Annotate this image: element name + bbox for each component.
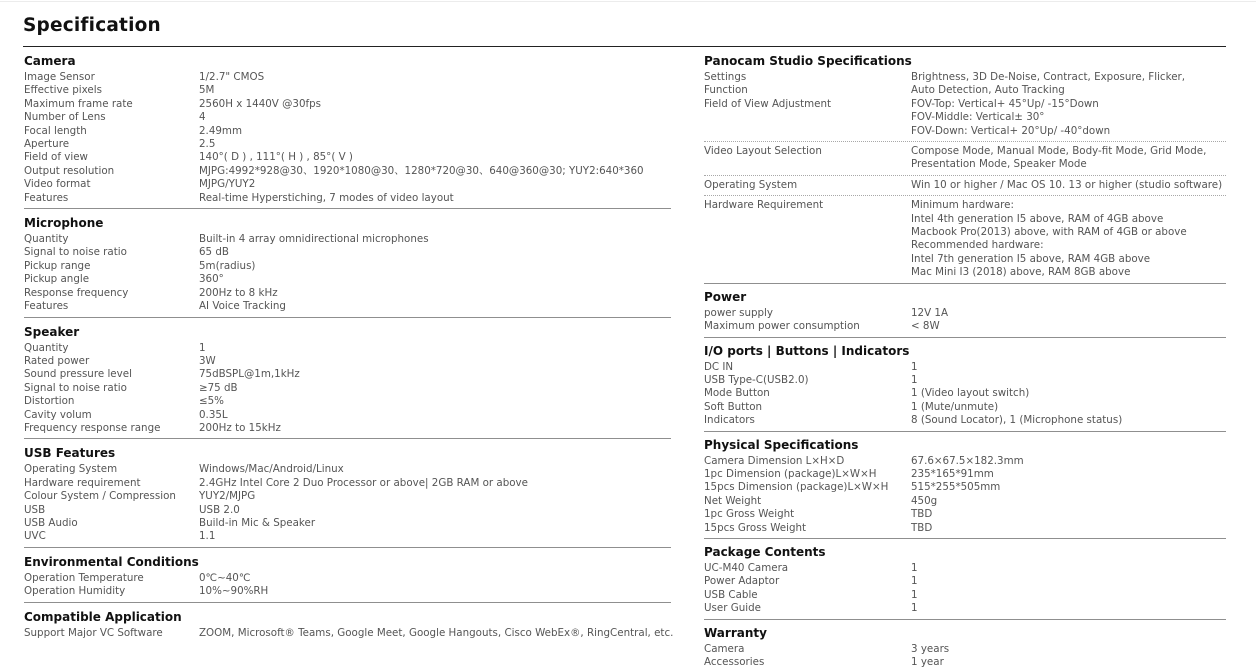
- section-divider: [24, 208, 671, 209]
- spec-value-line: Win 10 or higher / Mac OS 10. 13 or higher (studio software): [911, 178, 1223, 191]
- spec-value: [911, 401, 998, 414]
- row-divider: [704, 175, 1226, 176]
- section-title: Microphone: [24, 216, 104, 231]
- section-divider: [704, 431, 1226, 432]
- spec-value-line: 140°( D ) , 111°( H ) , 85°( V ): [199, 151, 353, 164]
- spec-value: [199, 355, 216, 368]
- spec-value: [911, 468, 994, 481]
- spec-label: Operation Temperature: [24, 571, 144, 584]
- spec-label: Rated power: [24, 354, 90, 367]
- section-environmental-conditions: [24, 553, 671, 603]
- spec-value: [199, 125, 242, 138]
- spec-label: USB: [24, 503, 46, 516]
- spec-label: Field of view: [24, 151, 88, 164]
- spec-label: Output resolution: [24, 164, 115, 177]
- spec-row: [24, 395, 671, 408]
- spec-label: Accessories: [704, 656, 765, 668]
- spec-row: [24, 165, 671, 178]
- spec-row: [24, 84, 671, 97]
- section-camera: [24, 52, 671, 209]
- spec-row: [704, 414, 1226, 427]
- spec-row: [704, 643, 1226, 656]
- spec-value-line: 2.5: [199, 138, 216, 151]
- spec-value-line: 0.35L: [199, 408, 228, 421]
- spec-label: Video format: [24, 178, 91, 191]
- spec-value-line: 10%~90%RH: [199, 585, 269, 598]
- spec-value: [911, 495, 937, 508]
- section-title: USB Features: [24, 446, 116, 461]
- spec-label: Quantity: [24, 233, 69, 246]
- spec-value-line: 200Hz to 15kHz: [199, 421, 281, 434]
- spec-rows: [24, 570, 671, 599]
- spec-value: [911, 522, 932, 535]
- spec-value-line: ≤5%: [199, 395, 224, 408]
- section-physical-specifications: [704, 436, 1226, 539]
- spec-rows: [704, 641, 1226, 669]
- spec-row: [24, 287, 671, 300]
- spec-row: [704, 468, 1226, 481]
- spec-value-line: < 8W: [911, 320, 940, 333]
- spec-value-line: 2.4GHz Intel Core 2 Duo Processor or above| 2GB RAM or above: [199, 476, 528, 489]
- spec-value-line: Intel 7th generation I5 above, RAM 4GB above: [911, 252, 1151, 265]
- spec-label: USB Audio: [24, 516, 78, 529]
- spec-value: [199, 111, 206, 124]
- spec-value-line: Macbook Pro(2013) above, with RAM of 4GB or above: [911, 226, 1187, 239]
- top-border: [0, 1, 1256, 2]
- spec-value-line: 1 (Mute/unmute): [911, 400, 999, 413]
- spec-label: Hardware requirement: [24, 476, 141, 489]
- spec-value: [911, 589, 918, 602]
- spec-value: [199, 422, 281, 435]
- spec-value-line: Presentation Mode, Speaker Mode: [911, 158, 1087, 171]
- spec-value-line: 67.6×67.5×182.3mm: [911, 454, 1024, 467]
- spec-value: [199, 260, 255, 273]
- spec-label: Support Major VC Software: [24, 626, 163, 639]
- spec-row: [704, 361, 1226, 374]
- spec-value-line: 1: [911, 575, 918, 588]
- spec-label: Distortion: [24, 395, 75, 408]
- spec-row: [704, 481, 1226, 494]
- spec-value-line: 2560H x 1440V @30fps: [199, 97, 322, 110]
- spec-value-line: 1 (Video layout switch): [911, 387, 1030, 400]
- page-title: Specification: [23, 15, 161, 36]
- title-rule: [23, 46, 1226, 47]
- spec-value: [199, 382, 238, 395]
- section-package-contents: [704, 543, 1226, 620]
- spec-value-line: Build-in Mic & Speaker: [199, 516, 316, 529]
- spec-value-line: FOV-Middle: Vertical± 30°: [911, 111, 1045, 124]
- spec-value: [199, 504, 240, 517]
- spec-row: [24, 463, 671, 476]
- section-microphone: [24, 214, 671, 317]
- spec-value: [911, 481, 1000, 494]
- spec-value: [911, 414, 1122, 427]
- spec-label: 15pcs Dimension (package)L×W×H: [704, 481, 889, 494]
- spec-value-line: 1 year: [911, 656, 944, 668]
- spec-value: [911, 374, 918, 387]
- spec-value: [911, 98, 1110, 138]
- spec-label: Colour System / Compression: [24, 490, 176, 503]
- spec-row: [24, 342, 671, 355]
- spec-row: [24, 422, 671, 435]
- spec-value-line: Compose Mode, Manual Mode, Body-fit Mode, Grid Mode,: [911, 145, 1207, 158]
- spec-rows: [704, 359, 1226, 428]
- spec-value-line: 235*165*91mm: [911, 467, 994, 480]
- section-power: [704, 288, 1226, 338]
- spec-value: [911, 71, 1185, 84]
- spec-row: [704, 522, 1226, 535]
- spec-row: [704, 656, 1226, 669]
- spec-value: [199, 71, 264, 84]
- spec-value-line: ZOOM, Microsoft® Teams, Google Meet, Google Hangouts, Cisco WebEx®, RingCentral, etc.: [199, 626, 674, 639]
- spec-label: Maximum frame rate: [24, 97, 133, 110]
- spec-label: Operating System: [704, 178, 798, 191]
- section-title: Environmental Conditions: [24, 554, 199, 569]
- spec-value: [199, 246, 229, 259]
- spec-label: Effective pixels: [24, 84, 102, 97]
- spec-value-line: USB 2.0: [199, 503, 240, 516]
- spec-rows: [24, 231, 671, 313]
- section-title: Panocam Studio Specifications: [704, 54, 912, 68]
- spec-value: [911, 179, 1222, 192]
- section-divider: [24, 438, 671, 439]
- spec-row: [24, 273, 671, 286]
- spec-value-line: Minimum hardware:: [911, 199, 1014, 212]
- spec-value: [199, 300, 286, 313]
- spec-row: [704, 374, 1226, 387]
- spec-value: [911, 307, 948, 320]
- spec-label: Hardware Requirement: [704, 199, 824, 212]
- spec-value-line: ≥75 dB: [199, 381, 238, 394]
- spec-label: DC IN: [704, 360, 734, 373]
- spec-value-line: 1: [911, 373, 918, 386]
- spec-row: [24, 572, 671, 585]
- spec-row: [704, 307, 1226, 320]
- spec-label: 1pc Gross Weight: [704, 508, 795, 521]
- section-divider: [704, 283, 1226, 284]
- spec-row: [24, 490, 671, 503]
- section-divider: [24, 317, 671, 318]
- spec-row: [24, 111, 671, 124]
- spec-rows: [704, 560, 1226, 616]
- spec-value: [911, 656, 944, 669]
- spec-value-line: 1: [911, 360, 918, 373]
- section-title: Warranty: [704, 625, 767, 640]
- section-title: Camera: [24, 54, 76, 68]
- spec-value: [911, 84, 1065, 97]
- spec-label: Power Adaptor: [704, 575, 780, 588]
- spec-label: Soft Button: [704, 400, 763, 413]
- spec-value-line: 2.49mm: [199, 124, 242, 137]
- spec-label: Camera: [704, 642, 745, 655]
- spec-label: Operation Humidity: [24, 585, 126, 598]
- spec-value-line: 12V 1A: [911, 306, 949, 319]
- spec-label: Aperture: [24, 138, 70, 151]
- spec-label: Video Layout Selection: [704, 145, 822, 158]
- spec-row: [24, 151, 671, 164]
- spec-value: [199, 490, 255, 503]
- spec-value: [199, 409, 228, 422]
- spec-row: [704, 589, 1226, 602]
- spec-rows: [24, 69, 671, 205]
- spec-row: [704, 179, 1226, 192]
- spec-row: [704, 145, 1226, 172]
- spec-row: [704, 387, 1226, 400]
- section-title: Physical Specifications: [704, 437, 859, 452]
- spec-label: Settings: [704, 71, 747, 83]
- spec-label: Indicators: [704, 414, 755, 427]
- spec-row: [24, 585, 671, 598]
- spec-value: [199, 517, 315, 530]
- spec-row: [24, 355, 671, 368]
- spec-label: USB Type-C(USB2.0): [704, 373, 809, 386]
- spec-rows: [24, 461, 671, 543]
- spec-value-line: 450g: [911, 494, 938, 507]
- section-title: Compatible Application: [24, 609, 182, 624]
- spec-value-line: Windows/Mac/Android/Linux: [199, 463, 344, 476]
- spec-label: Frequency response range: [24, 421, 161, 434]
- spec-row: [704, 320, 1226, 333]
- spec-value-line: MJPG/YUY2: [199, 178, 256, 191]
- section-warranty: [704, 624, 1226, 669]
- spec-value: [199, 84, 214, 97]
- spec-value: [911, 320, 940, 333]
- spec-label: power supply: [704, 306, 774, 319]
- spec-value: [199, 273, 224, 286]
- spec-row: [24, 98, 671, 111]
- section-title: I/O ports | Buttons | Indicators: [704, 343, 910, 358]
- spec-value-line: 0℃~40℃: [199, 571, 251, 584]
- spec-value-line: 3W: [199, 354, 216, 367]
- spec-row: [704, 199, 1226, 279]
- spec-row: [704, 602, 1226, 615]
- spec-row: [24, 192, 671, 205]
- spec-row: [24, 300, 671, 313]
- spec-row: [24, 125, 671, 138]
- spec-label: Image Sensor: [24, 71, 95, 83]
- spec-row: [24, 260, 671, 273]
- spec-value-line: 200Hz to 8 kHz: [199, 286, 278, 299]
- spec-value: [911, 508, 932, 521]
- spec-value-line: Mac Mini I3 (2018) above, RAM 8GB above: [911, 266, 1131, 279]
- spec-label: Quantity: [24, 341, 69, 354]
- section-title: Power: [704, 289, 747, 304]
- spec-value: [199, 463, 344, 476]
- spec-value: [911, 387, 1029, 400]
- section-title: Package Contents: [704, 544, 826, 559]
- spec-value: [911, 145, 1206, 172]
- spec-value-line: 1: [911, 561, 918, 574]
- spec-row: [704, 71, 1226, 84]
- section-speaker: [24, 323, 671, 440]
- spec-value-line: Recommended hardware:: [911, 239, 1044, 252]
- spec-label: 1pc Dimension (package)L×W×H: [704, 467, 877, 480]
- spec-row: [24, 138, 671, 151]
- spec-label: Number of Lens: [24, 111, 106, 124]
- spec-rows: [24, 625, 674, 640]
- spec-row: [24, 504, 671, 517]
- section-compatible-application: [24, 608, 674, 640]
- spec-value-line: 5M: [199, 84, 215, 97]
- spec-label: Camera Dimension L×H×D: [704, 454, 845, 467]
- spec-value-line: Brightness, 3D De-Noise, Contract, Exposure, Flicker,: [911, 71, 1186, 83]
- left-column: [24, 52, 674, 640]
- row-divider: [704, 141, 1226, 142]
- spec-row: [24, 178, 671, 191]
- spec-value-line: YUY2/MJPG: [199, 490, 256, 503]
- spec-value-line: 4: [199, 111, 206, 124]
- spec-label: Cavity volum: [24, 408, 92, 421]
- spec-value: [911, 562, 918, 575]
- spec-value: [199, 165, 644, 178]
- spec-value-line: FOV-Top: Vertical+ 45°Up/ -15°Down: [911, 97, 1099, 110]
- spec-row: [24, 530, 671, 543]
- spec-value: [911, 575, 918, 588]
- spec-rows: [24, 340, 671, 436]
- section-divider: [704, 619, 1226, 620]
- spec-rows: [704, 305, 1226, 334]
- spec-label: Pickup angle: [24, 273, 90, 286]
- spec-label: Maximum power consumption: [704, 320, 860, 333]
- spec-row: [24, 71, 671, 84]
- spec-row: [24, 233, 671, 246]
- spec-value: [199, 192, 454, 205]
- spec-label: Response frequency: [24, 286, 129, 299]
- spec-label: Net Weight: [704, 494, 762, 507]
- spec-value-line: 8 (Sound Locator), 1 (Microphone status): [911, 414, 1123, 427]
- spec-value: [911, 199, 1187, 279]
- spec-value: [199, 477, 528, 490]
- spec-label: UVC: [24, 530, 46, 543]
- spec-value: [199, 572, 250, 585]
- spec-value: [199, 138, 215, 151]
- spec-value: [199, 178, 255, 191]
- spec-value: [199, 233, 429, 246]
- spec-value: [199, 368, 300, 381]
- spec-row: [24, 409, 671, 422]
- spec-value-line: 65 dB: [199, 246, 229, 259]
- spec-row: [704, 562, 1226, 575]
- spec-label: Sound pressure level: [24, 368, 132, 381]
- spec-row: [24, 382, 671, 395]
- spec-rows: [704, 69, 1226, 280]
- row-divider: [704, 195, 1226, 196]
- section-panocam-studio-specifications: [704, 52, 1226, 284]
- spec-value-line: Auto Detection, Auto Tracking: [911, 84, 1065, 97]
- spec-label: Field of View Adjustment: [704, 97, 832, 110]
- spec-row: [24, 626, 674, 640]
- spec-value: [199, 342, 206, 355]
- spec-row: [24, 477, 671, 490]
- spec-value-line: 75dBSPL@1m,1kHz: [199, 368, 300, 381]
- spec-value: [199, 530, 215, 543]
- spec-value-line: 1: [911, 602, 918, 615]
- spec-row: [704, 98, 1226, 138]
- spec-value-line: FOV-Down: Vertical+ 20°Up/ -40°down: [911, 124, 1111, 137]
- spec-value-line: 1: [199, 341, 206, 354]
- spec-label: Focal length: [24, 124, 87, 137]
- spec-label: Function: [704, 84, 748, 97]
- spec-label: Mode Button: [704, 387, 770, 400]
- spec-rows: [704, 453, 1226, 535]
- spec-row: [704, 455, 1226, 468]
- spec-row: [704, 508, 1226, 521]
- spec-label: Features: [24, 191, 69, 204]
- spec-value-line: Real-time Hyperstiching, 7 modes of video layout: [199, 191, 454, 204]
- spec-row: [24, 246, 671, 259]
- spec-row: [24, 517, 671, 530]
- spec-row: [704, 401, 1226, 414]
- spec-label: UC-M40 Camera: [704, 561, 789, 574]
- spec-value-line: Intel 4th generation I5 above, RAM of 4GB above: [911, 212, 1164, 225]
- spec-label: Signal to noise ratio: [24, 381, 127, 394]
- spec-row: [704, 84, 1226, 97]
- spec-value: [199, 287, 278, 300]
- spec-label: Features: [24, 300, 69, 313]
- spec-label: 15pcs Gross Weight: [704, 521, 807, 534]
- spec-value: [911, 455, 1024, 468]
- spec-value-line: TBD: [911, 508, 933, 521]
- spec-value-line: AI Voice Tracking: [199, 300, 286, 313]
- spec-value: [199, 585, 268, 598]
- section-divider: [704, 337, 1226, 338]
- spec-value: [199, 98, 321, 111]
- spec-value-line: TBD: [911, 521, 933, 534]
- spec-value: [911, 602, 918, 615]
- spec-value-line: 3 years: [911, 642, 950, 655]
- spec-label: Operating System: [24, 463, 118, 476]
- spec-label: Pickup range: [24, 259, 91, 272]
- right-column: [704, 52, 1226, 669]
- spec-value-line: 1/2.7" CMOS: [199, 71, 265, 83]
- section-i-o-ports-buttons-indicators: [704, 342, 1226, 432]
- spec-label: Signal to noise ratio: [24, 246, 127, 259]
- spec-row: [704, 575, 1226, 588]
- spec-value-line: Built-in 4 array omnidirectional microphones: [199, 233, 429, 246]
- section-title: Speaker: [24, 324, 80, 339]
- section-usb-features: [24, 444, 671, 547]
- spec-value: [199, 395, 224, 408]
- spec-value-line: 5m(radius): [199, 259, 256, 272]
- spec-value: [199, 151, 353, 164]
- spec-label: USB Cable: [704, 588, 758, 601]
- spec-value: [911, 643, 949, 656]
- spec-value: [199, 627, 673, 640]
- spec-value-line: 1.1: [199, 530, 216, 543]
- spec-value-line: 515*255*505mm: [911, 481, 1001, 494]
- section-divider: [24, 547, 671, 548]
- section-divider: [24, 602, 671, 603]
- spec-value: [911, 361, 918, 374]
- spec-label: User Guide: [704, 602, 761, 615]
- spec-row: [704, 495, 1226, 508]
- section-divider: [704, 538, 1226, 539]
- spec-value-line: 360°: [199, 273, 224, 286]
- spec-value-line: MJPG:4992*928@30、1920*1080@30、1280*720@30、640@360@30; YUY2:640*360: [199, 164, 644, 177]
- spec-row: [24, 368, 671, 381]
- spec-value-line: 1: [911, 588, 918, 601]
